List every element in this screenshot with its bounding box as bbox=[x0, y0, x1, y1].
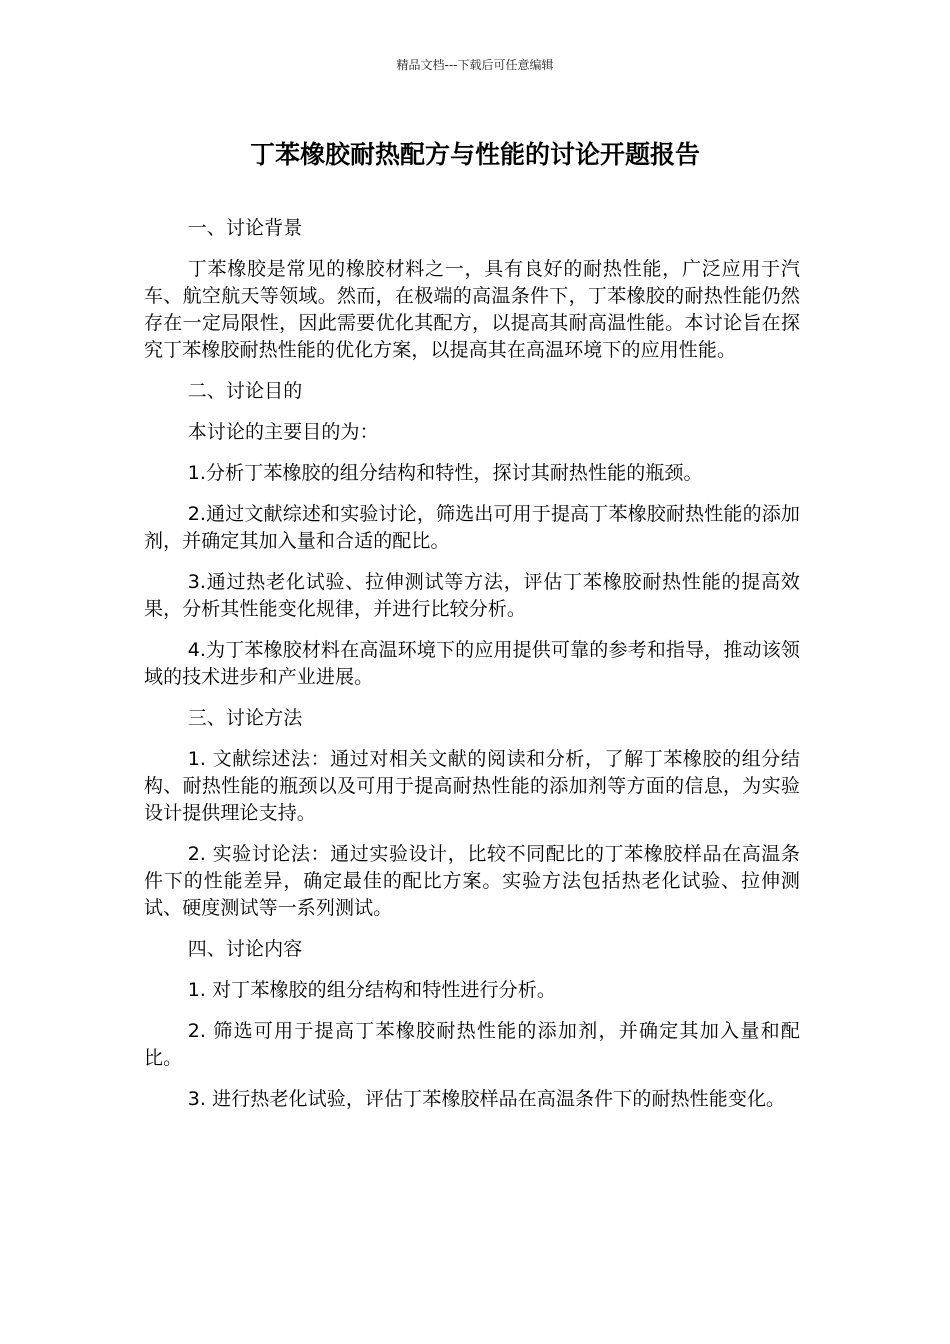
list-item-purpose-2: 2.通过文献综述和实验讨论，筛选出可用于提高丁苯橡胶耐热性能的添加剂，并确定其加入量和合适的配比。 bbox=[144, 503, 800, 552]
document-body bbox=[144, 215, 800, 1127]
list-item-purpose-4: 4.为丁苯橡胶材料在高温环境下的应用提供可靠的参考和指导，推动该领域的技术进步和产业进展。 bbox=[144, 639, 800, 688]
document-title: 丁苯橡胶耐热配方与性能的讨论开题报告 bbox=[249, 140, 700, 169]
list-item-content-3: 3. 进行热老化试验，评估丁苯橡胶样品在高温条件下的耐热性能变化。 bbox=[187, 1088, 786, 1110]
section-heading-background: 一、讨论背景 bbox=[187, 217, 303, 239]
list-item-purpose-3: 3.通过热老化试验、拉伸测试等方法，评估丁苯橡胶耐热性能的提高效果，分析其性能变化规律，并进行比较分析。 bbox=[144, 571, 800, 620]
list-item-content-1: 1. 对丁苯橡胶的组分结构和特性进行分析。 bbox=[187, 979, 556, 1001]
list-item-purpose-1: 1.分析丁苯橡胶的组分结构和特性，探讨其耐热性能的瓶颈。 bbox=[187, 462, 703, 484]
section-heading-purpose: 二、讨论目的 bbox=[187, 380, 303, 402]
section-heading-content: 四、讨论内容 bbox=[187, 938, 303, 960]
list-item-content-2: 2. 筛选可用于提高丁苯橡胶耐热性能的添加剂，并确定其加入量和配比。 bbox=[144, 1020, 800, 1069]
list-item-method-2: 2. 实验讨论法：通过实验设计，比较不同配比的丁苯橡胶样品在高温条件下的性能差异，确定最佳的配比方案。实验方法包括热老化试验、拉伸测试、硬度测试等一系列测试。 bbox=[144, 843, 800, 919]
paragraph-background: 丁苯橡胶是常见的橡胶材料之一，具有良好的耐热性能，广泛应用于汽车、航空航天等领域。然而，在极端的高温条件下，丁苯橡胶的耐热性能仍然存在一定局限性，因此需要优化其配方，以提高其耐高温性能。本讨论旨在探究丁苯橡胶耐热性能的优化方案，以提高其在高温环境下的应用性能。 bbox=[144, 258, 800, 361]
section-heading-method: 三、讨论方法 bbox=[187, 707, 303, 729]
header-note: 精品文档---下载后可任意编辑 bbox=[396, 58, 554, 72]
paragraph-purpose-intro: 本讨论的主要目的为： bbox=[187, 421, 379, 443]
list-item-method-1: 1. 文献综述法：通过对相关文献的阅读和分析，了解丁苯橡胶的组分结构、耐热性能的瓶颈以及可用于提高耐热性能的添加剂等方面的信息，为实验设计提供理论支持。 bbox=[144, 748, 800, 824]
